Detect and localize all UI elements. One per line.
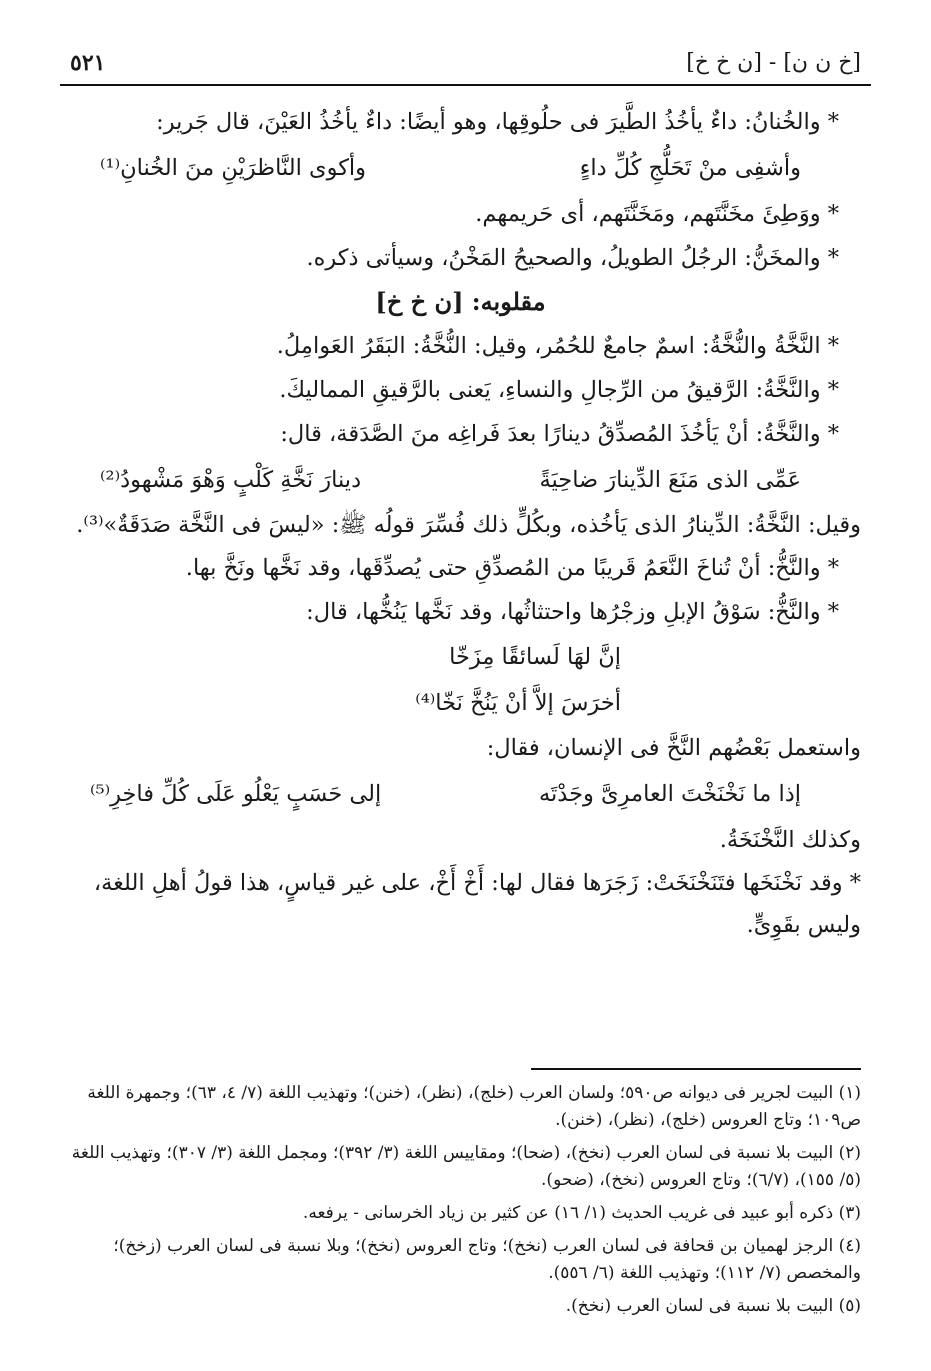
page-number: ٥٢١: [70, 50, 106, 76]
verse-second-hemistich: وأكوى النَّاظرَيْنِ منَ الخُنانِ⁽¹⁾: [100, 155, 367, 181]
footnote-1: (١) البيت لجرير فى ديوانه ص٥٩٠؛ ولسان العرب (خلج)، (نظر)، (خنن)؛ وتهذيب اللغة (٧/ ٤، ٦٣)؛ وجمهرة اللغة ص١٠٩؛ وتاج العروس (خلج)، (نظر)، (خنن).: [87, 1083, 861, 1130]
entry-nakhnakhah: وكذلك النَّخْنَخَةُ.: [719, 827, 861, 853]
footnote-2: (٢) البيت بلا نسبة فى لسان العرب (نخخ)، (ضحا)؛ ومقاييس اللغة (٣/ ٣٩٢)؛ ومجمل اللغة (٣/ ٣٠٧)؛ وتهذيب اللغة (٥/ ١٥٥)، (٦/٧)؛ وتاج العروس (نخخ)، (ضحو).: [71, 1143, 861, 1190]
entry-nakhkhah-1: * النَّخَّةُ والنُّخَّةُ: اسمٌ جامعٌ للحُمُر، وقيل: النُّخَّةُ: البَقَرُ العَوامِلُ.: [276, 333, 839, 359]
footnote-4: (٤) الرجز لهميان بن قحافة فى لسان العرب (نخخ)؛ وتاج العروس (نخخ)؛ وبلا نسبة فى لسان العرب (زخخ)؛ والمخصص (٧/ ١١٢)؛ وتهذيب اللغة (٦/ ٥٥٦).: [113, 1236, 861, 1283]
running-header: [60, 48, 871, 78]
verse-amiri: [60, 770, 861, 818]
header-rule: [60, 84, 871, 86]
entry-nakhkhah-3: * والنَّخَّةُ: أنْ يَأخُذَ المُصدِّقُ دينارًا بعدَ فَراغِه منَ الصَّدَقة، قال:: [280, 421, 839, 447]
main-text: [60, 100, 861, 946]
entry-nakhkhah-hadith: وقيل: النَّخَّةُ: الدِّينارُ الذى يَأخُذه، وبكُلٍّ ذلك فُسِّرَ قولُه ﷺ: «ليسَ فى النَّخَّة صَدَقَةٌ»⁽³⁾.: [76, 512, 861, 538]
entry-nakhkhah-2: * والنَّخَّةُ: الرَّقيقُ من الرِّجالِ والنساءِ، يَعنى بالرَّقيقِ المماليكَ.: [279, 377, 839, 403]
footnote-3: (٣) ذكره أبو عبيد فى غريب الحديث (١/ ١٦) عن كثير بن زياد الخرسانى - يرفعه.: [302, 1203, 861, 1223]
verse-first-hemistich: إذا ما نَخْنَخْتَ العامرِىَّ وجَدْتَه: [538, 781, 801, 807]
rajaz-line-1: إنَّ لهَا لَسائقًا مِزَخّا: [449, 644, 621, 670]
entry-nakhnakhaha: * وقد نَخْنَخَها فتَنَخْنَخَتْ: زَجَرَها فقال لها: أَخْ أَخْ، على غير قياسٍ، هذا قولُ أهلِ اللغة، وليس بقَوِىٍّ.: [93, 870, 861, 938]
section-heading: مقلوبه: [ن خ خ]: [375, 287, 546, 316]
footnote-5: (٥) البيت بلا نسبة فى لسان العرب (نخخ).: [565, 1296, 861, 1316]
entry-makhannah: * ووَطِئَ مخَنَّتَهم، ومَخَنَّتَهم، أى حَريمهم.: [475, 201, 839, 227]
verse-first-hemistich: وأشفِى منْ تَحَلُّجِ كُلِّ داءٍ: [579, 155, 801, 181]
verse-jarir: [60, 144, 861, 192]
verse-dinar: [60, 456, 861, 504]
header-root-title: [خ ن ن] - [ن خ خ]: [686, 50, 861, 75]
verse-first-hemistich: عَمِّى الذى مَنَعَ الدِّينارَ ضاحِيَةً: [539, 467, 801, 493]
footnotes: [60, 1080, 861, 1326]
entry-khunan: * والخُنانُ: داءٌ يأخُذُ الطَّيرَ فى حلُوقِها، وهو أيضًا: داءٌ يأخُذُ العَيْنَ، قال جَرير:: [156, 109, 839, 135]
entry-nakhkh-2: * والنَّخُّ: سَوْقُ الإبلِ وزجْرُها واحتثاثُها، وقد نَخَّها يَنُخُّها، قال:: [306, 599, 839, 625]
entry-mukhann: * والمخَنُّ: الرجُلُ الطويلُ، والصحيحُ المَخْنُ، وسيأتى ذكره.: [306, 245, 839, 271]
verse-second-hemistich: دينارَ نَخَّةِ كَلْبٍ وَهْوَ مَشْهودُ⁽²⁾: [100, 467, 362, 493]
verse-second-hemistich: إلى حَسَبٍ يَعْلُو عَلَى كُلِّ فاخِرِ⁽⁵⁾: [90, 781, 382, 807]
rajaz-line-2: أخرَسَ إلاَّ أنْ يَنُخَّ نَخّا⁽⁴⁾: [415, 690, 621, 716]
footnote-rule: [531, 1068, 861, 1070]
entry-nakhkh-1: * والنَّخُّ: أنْ تُناخَ النَّعَمُ قَريبًا من المُصدِّقِ حتى يُصدِّقَها، وقد نَخَّها ونَخَّ بها.: [185, 555, 839, 581]
usage-note: واستعمل بَعْضُهم النَّخَّ فى الإنسان، فقال:: [486, 735, 861, 761]
